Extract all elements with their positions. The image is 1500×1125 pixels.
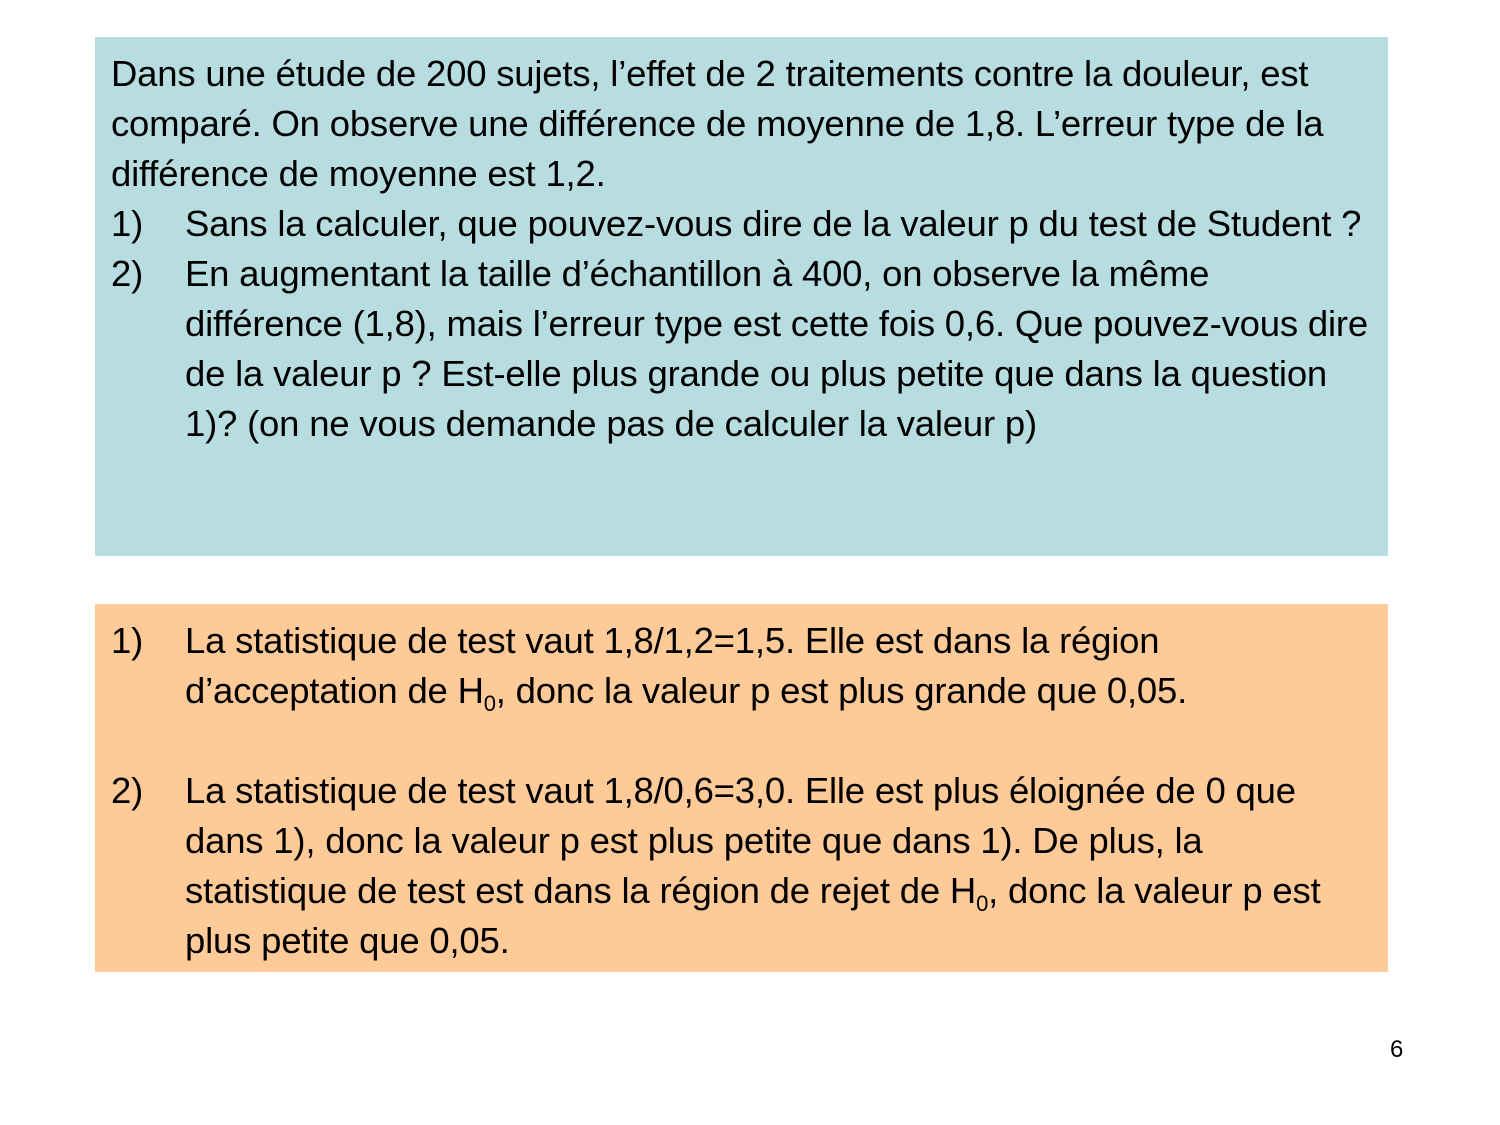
subscript-zero: 0 bbox=[976, 891, 989, 916]
answer-text-part: , donc la valeur p est plus grande que 0,05. bbox=[495, 670, 1188, 711]
question-item-text: En augmentant la taille d’échantillon à 400, on observe la même différence (1,8), mais l’erreur type est cette fois 0,6. Que pouvez-vous dire de la valeur p ? Est-elle plus grande ou plus petite que dans la question 1)? (on ne vous demande pas de calculer la valeur p) bbox=[185, 253, 1368, 444]
subscript-zero: 0 bbox=[483, 691, 496, 716]
answer-item-2 bbox=[111, 766, 1368, 966]
answer-text-part: La statistique de test vaut 1,8/0,6=3,0. Elle est plus éloignée de 0 que dans 1), donc la valeur p est plus petite que dans 1). De plus, la statistique de test est dans la région de rejet de H bbox=[185, 770, 1296, 911]
answer-item-text bbox=[185, 766, 1368, 966]
answer-text-part: , donc la valeur p est plus petite que 0,05. bbox=[185, 870, 1321, 961]
spacer bbox=[111, 716, 1368, 766]
question-item-1 bbox=[111, 199, 1368, 249]
answer-item-1 bbox=[111, 616, 1368, 716]
question-item-number: 2) bbox=[111, 253, 144, 294]
page-number: 6 bbox=[1390, 1036, 1404, 1063]
answer-item-number: 2) bbox=[111, 770, 144, 811]
answer-text-part: La statistique de test vaut 1,8/1,2=1,5. Elle est dans la région d’acceptation de H bbox=[185, 620, 1160, 711]
question-intro: Dans une étude de 200 sujets, l’effet de 2 traitements contre la douleur, est comparé. On observe une différence de moyenne de 1,8. L’erreur type de la différence de moyenne est 1,2. bbox=[111, 53, 1324, 194]
answer-item-text bbox=[185, 616, 1368, 716]
answer-box bbox=[95, 604, 1388, 972]
question-box bbox=[95, 37, 1388, 556]
question-item-2 bbox=[111, 249, 1368, 449]
answer-item-number: 1) bbox=[111, 620, 144, 661]
question-item-text: Sans la calculer, que pouvez-vous dire de la valeur p du test de Student ? bbox=[185, 203, 1362, 244]
question-item-number: 1) bbox=[111, 203, 144, 244]
